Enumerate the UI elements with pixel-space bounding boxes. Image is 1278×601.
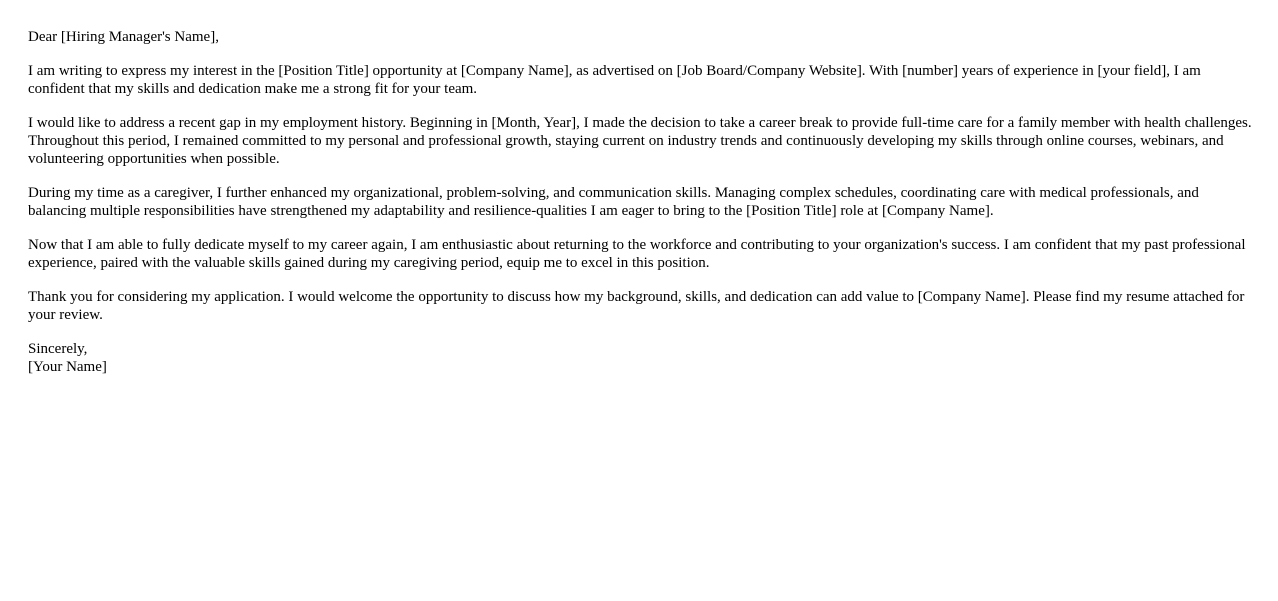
letter-paragraph-thank-you: Thank you for considering my application. I would welcome the opportunity to discuss how my background, skills, and dedication can add value to [Company Name]. Please find my resume attached for your review. [28,289,1245,323]
letter-signature: [Your Name] [28,359,107,375]
letter-closing-block [28,340,1256,376]
letter-paragraph-return-to-work: Now that I am able to fully dedicate myself to my career again, I am enthusiastic about returning to the workforce and contributing to your organization's success. I am confident that my past professional experience, paired with the valuable skills gained during my caregiving period, equip me to excel in this position. [28,237,1246,271]
letter-paragraph-caregiver-skills: During my time as a caregiver, I further enhanced my organizational, problem-solving, and communication skills. Managing complex schedules, coordinating care with medical professionals, and balancing multiple responsibilities have strengthened my adaptability and resilience-qualities I am eager to bring to the [Position Title] role at [Company Name]. [28,185,1199,219]
letter-greeting: Dear [Hiring Manager's Name], [28,29,219,45]
letter-paragraph-intro: I am writing to express my interest in the [Position Title] opportunity at [Company Name], as advertised on [Job Board/Company Website]. With [number] years of experience in [your field], I am confident that my skills and dedication make me a strong fit for your team. [28,63,1201,97]
cover-letter [28,28,1256,392]
letter-paragraph-employment-gap: I would like to address a recent gap in my employment history. Beginning in [Month, Year], I made the decision to take a career break to provide full-time care for a family member with health challenges. Throughout this period, I remained committed to my personal and professional growth, staying current on industry trends and continuously developing my skills through online courses, webinars, and volunteering opportunities when possible. [28,115,1252,167]
letter-closing: Sincerely, [28,341,88,357]
